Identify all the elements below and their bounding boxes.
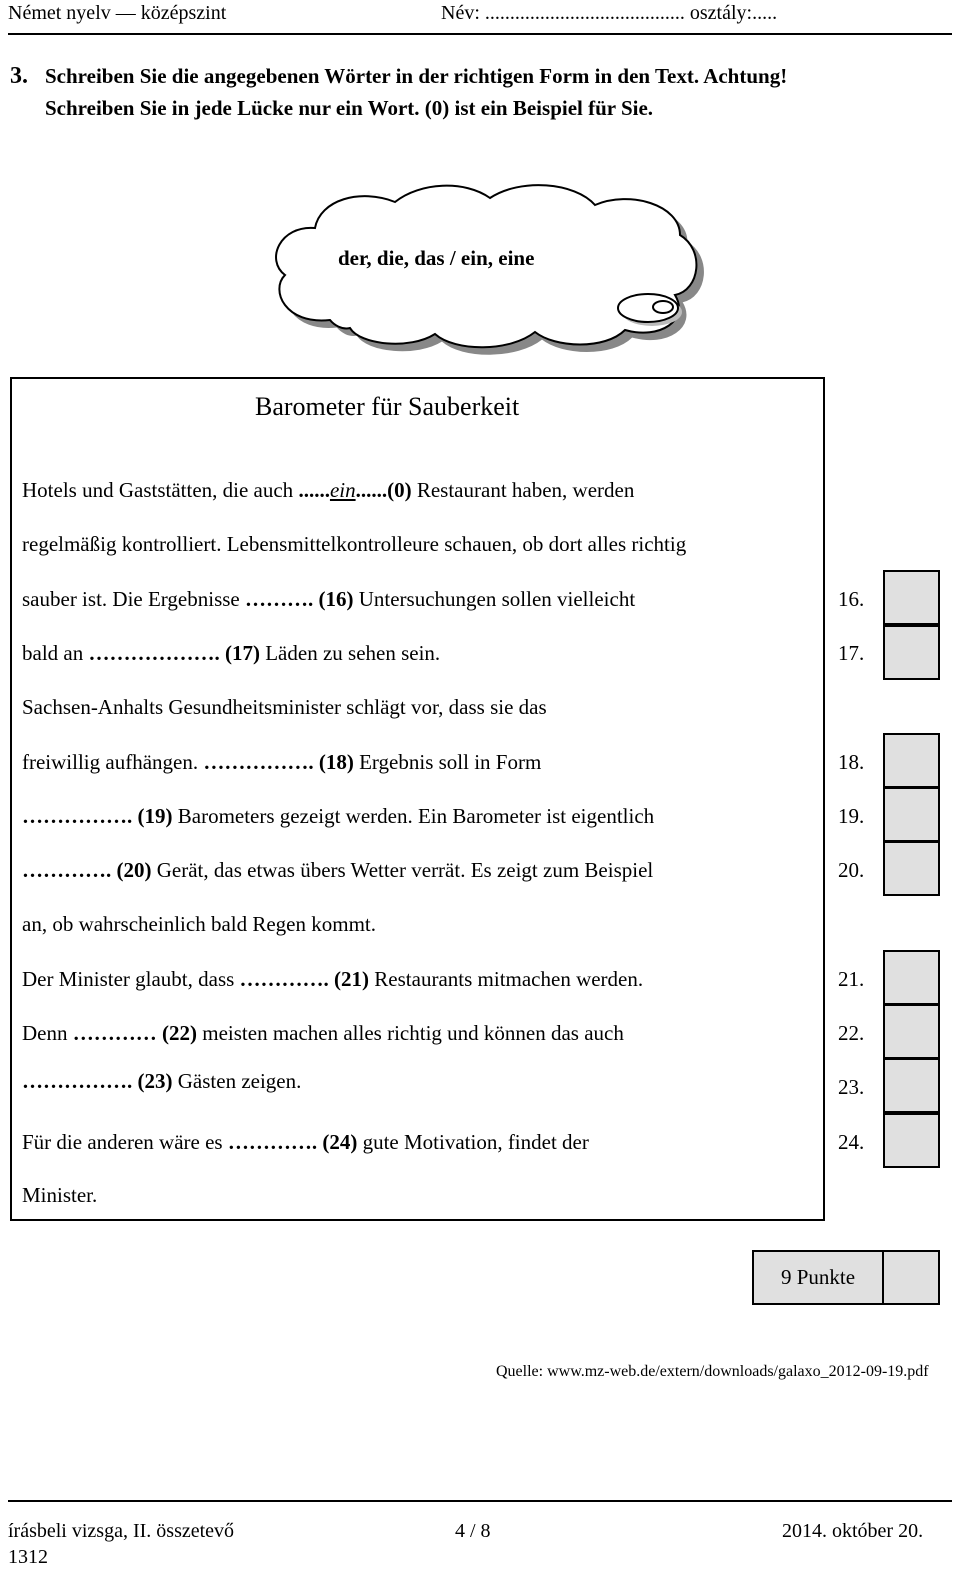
answer-number-19: 19. — [838, 804, 865, 828]
article-line — [22, 1130, 589, 1155]
text-segment: Sachsen-Anhalts Gesundheitsminister schlägt vor, dass sie das — [22, 695, 547, 719]
gap-blank[interactable]: ………………. — [88, 641, 220, 665]
gap-number: (24) — [317, 1130, 358, 1154]
text-segment: freiwillig aufhängen. — [22, 750, 204, 774]
gap-blank[interactable]: ………… — [72, 1021, 157, 1045]
article-line — [22, 1021, 624, 1046]
text-segment: Gästen zeigen. — [172, 1069, 302, 1093]
gap-number: (0) — [387, 478, 412, 502]
gap-blank[interactable]: ……………. — [22, 804, 133, 828]
article-line — [22, 1069, 301, 1094]
answer-number-24: 24. — [838, 1130, 865, 1154]
gap-number: (21) — [328, 967, 370, 991]
gap-number: (18) — [313, 750, 354, 774]
footer-page: 4 / 8 — [455, 1520, 491, 1542]
article-line — [22, 912, 376, 937]
gap-blank[interactable]: …………. — [22, 858, 112, 882]
gap-blank[interactable]: ………. — [244, 587, 314, 611]
task-instruction — [10, 60, 787, 124]
source-citation: Quelle: www.mz-web.de/extern/downloads/galaxo_2012-09-19.pdf — [496, 1363, 929, 1380]
text-segment: Für die anderen wäre es — [22, 1130, 228, 1154]
footer-exam-label: írásbeli vizsga, II. összetevő — [8, 1520, 235, 1542]
task-instruction-line-2: Schreiben Sie in jede Lücke nur ein Wort. (0) ist ein Beispiel für Sie. — [45, 96, 654, 120]
gap-number: (22) — [156, 1021, 197, 1045]
gap-number: (17) — [219, 641, 260, 665]
gap-number: (16) — [313, 587, 354, 611]
points-score-cell[interactable] — [882, 1250, 940, 1305]
answer-number-20: 20. — [838, 858, 865, 882]
gap-blank[interactable]: …………. — [227, 1130, 318, 1154]
text-segment: sauber ist. Die Ergebnisse — [22, 587, 245, 611]
example-answer: ein — [329, 478, 356, 502]
answer-cell-23[interactable] — [883, 1058, 940, 1113]
article-line — [22, 532, 686, 557]
answer-number-17: 17. — [838, 641, 865, 665]
gap-blank[interactable]: …………. — [239, 967, 329, 991]
answer-number-21: 21. — [838, 967, 865, 991]
answer-number-16: 16. — [838, 587, 865, 611]
answer-number-23: 23. — [838, 1075, 865, 1099]
article-line — [22, 641, 440, 666]
answer-cell-22[interactable] — [883, 1004, 940, 1059]
article-box — [10, 377, 825, 1221]
answer-cell-20[interactable] — [883, 841, 940, 896]
footer-code: 1312 — [8, 1546, 48, 1568]
gap-blank[interactable]: ……………. — [203, 750, 314, 774]
article-line — [22, 478, 634, 503]
answer-cell-19[interactable] — [883, 787, 940, 842]
gap-blank[interactable]: ...... — [355, 478, 388, 502]
gap-blank[interactable]: ……………. — [22, 1069, 133, 1093]
footer-rule — [8, 1500, 952, 1502]
answer-cell-17[interactable] — [883, 625, 940, 680]
text-segment: Der Minister glaubt, dass — [22, 967, 240, 991]
text-segment: bald an — [22, 641, 89, 665]
text-segment: Denn — [22, 1021, 73, 1045]
article-line — [22, 587, 635, 612]
task-number: 3. — [10, 63, 28, 89]
gap-number: (19) — [132, 804, 173, 828]
text-segment: Hotels und Gaststätten, die auch — [22, 478, 299, 502]
text-segment: meisten machen alles richtig und können das auch — [197, 1021, 624, 1045]
text-segment: Gerät, das etwas übers Wetter verrät. Es zeigt zum Beispiel — [151, 858, 654, 882]
gap-blank[interactable]: ...... — [298, 478, 330, 502]
points-label: 9 Punkte — [780, 1265, 856, 1289]
text-segment: Minister. — [22, 1183, 98, 1207]
article-line — [22, 1183, 97, 1208]
text-segment: gute Motivation, findet der — [357, 1130, 589, 1154]
gap-number: (23) — [132, 1069, 173, 1093]
text-segment: Ergebnis soll in Form — [353, 750, 542, 774]
text-segment: an, ob wahrscheinlich bald Regen kommt. — [22, 912, 376, 936]
word-bank-text: der, die, das / ein, eine — [338, 246, 535, 270]
answer-number-18: 18. — [838, 750, 865, 774]
subject-header: Német nyelv — középszint — [8, 2, 227, 24]
answer-cell-16[interactable] — [883, 570, 940, 625]
text-segment: Barometers gezeigt werden. Ein Barometer ist eigentlich — [172, 804, 655, 828]
article-line — [22, 750, 541, 775]
answer-cell-21[interactable] — [883, 950, 940, 1005]
header-rule — [8, 33, 952, 35]
article-line — [22, 967, 643, 992]
task-instruction-line-1: Schreiben Sie die angegebenen Wörter in der richtigen Form in den Text. Achtung! — [45, 64, 788, 88]
answer-cell-18[interactable] — [883, 733, 940, 788]
answer-number-22: 22. — [838, 1021, 865, 1045]
text-segment: Restaurants mitmachen werden. — [369, 967, 644, 991]
points-label-box — [752, 1250, 884, 1305]
article-title: Barometer für Sauberkeit — [255, 392, 520, 421]
answer-cell-24[interactable] — [883, 1113, 940, 1168]
article-line — [22, 804, 654, 829]
text-segment: Restaurant haben, werden — [411, 478, 635, 502]
gap-number: (20) — [111, 858, 152, 882]
article-line — [22, 695, 547, 720]
text-segment: Untersuchungen sollen vielleicht — [353, 587, 636, 611]
article-line — [22, 858, 653, 883]
text-segment: Läden zu sehen sein. — [259, 641, 441, 665]
text-segment: regelmäßig kontrolliert. Lebensmittelkontrolleure schauen, ob dort alles richtig — [22, 532, 687, 556]
footer-date: 2014. október 20. — [782, 1520, 924, 1542]
name-class-field: Név: ........................................ osztály:..... — [441, 2, 778, 24]
